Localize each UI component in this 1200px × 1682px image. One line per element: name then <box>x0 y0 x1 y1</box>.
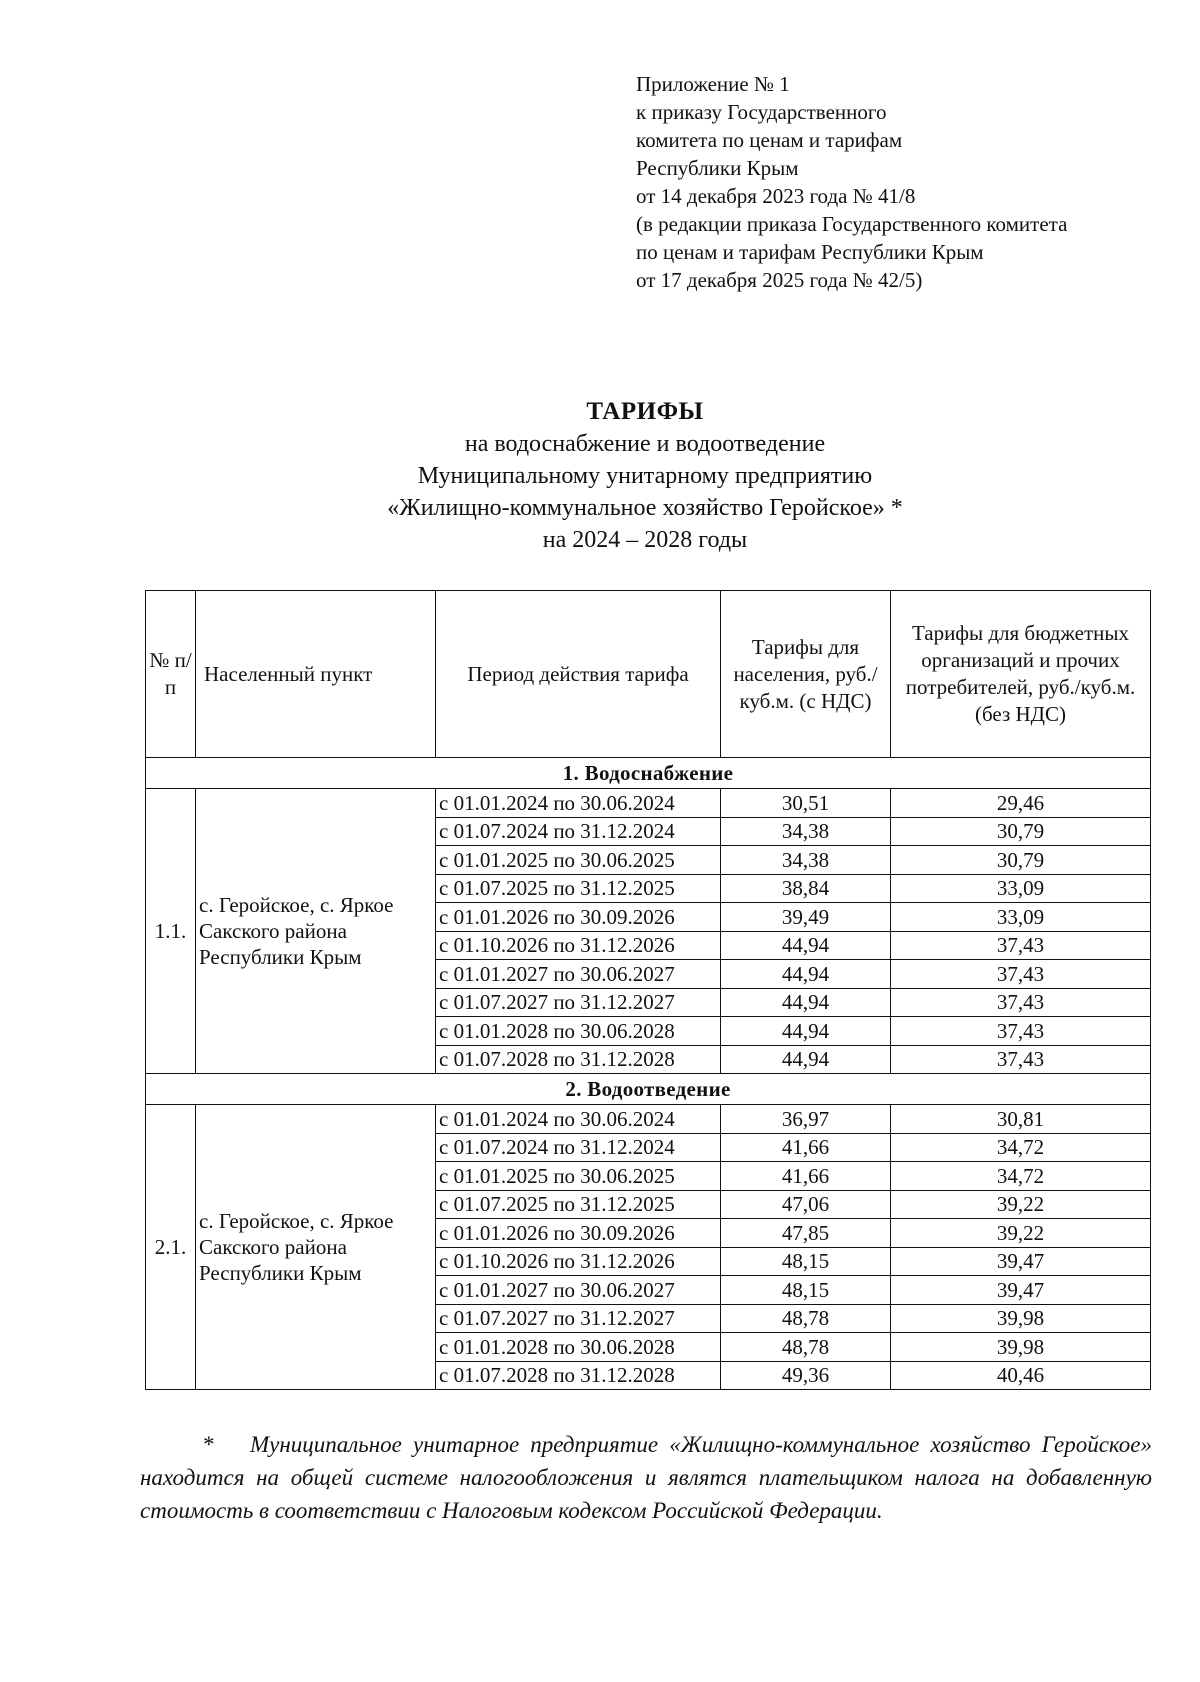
period-cell: с 01.07.2024 по 31.12.2024 <box>436 817 721 846</box>
period-cell: с 01.07.2028 по 31.12.2028 <box>436 1361 721 1390</box>
table-body <box>146 758 1151 1390</box>
budget-tariff-cell: 39,22 <box>891 1190 1151 1219</box>
population-tariff-cell: 41,66 <box>721 1162 891 1191</box>
budget-tariff-cell: 30,79 <box>891 846 1151 875</box>
appendix-line: Приложение № 1 <box>636 72 790 96</box>
period-cell: с 01.07.2028 по 31.12.2028 <box>436 1045 721 1074</box>
population-tariff-cell: 34,38 <box>721 846 891 875</box>
budget-tariff-cell: 39,98 <box>891 1304 1151 1333</box>
population-tariff-cell: 44,94 <box>721 960 891 989</box>
period-cell: с 01.01.2025 по 30.06.2025 <box>436 1162 721 1191</box>
budget-tariff-cell: 37,43 <box>891 988 1151 1017</box>
budget-tariff-cell: 29,46 <box>891 789 1151 818</box>
period-cell: с 01.01.2024 по 30.06.2024 <box>436 789 721 818</box>
population-tariff-cell: 47,85 <box>721 1219 891 1248</box>
period-cell: с 01.07.2024 по 31.12.2024 <box>436 1133 721 1162</box>
title-line: Муниципальному унитарному предприятию <box>417 463 873 489</box>
footnote-text: Муниципальное унитарное предприятие «Жилищно-коммунальное хозяйство Геройское» находится на общей системе налогообложения и являтся плательщиком налога на добавленную стоимость в соответствии с Налоговым кодексом Российской Федерации. <box>140 1432 1152 1523</box>
header-place: Населенный пункт <box>196 591 436 758</box>
budget-tariff-cell: 37,43 <box>891 1045 1151 1074</box>
population-tariff-cell: 48,15 <box>721 1276 891 1305</box>
header-num: № п/п <box>146 591 196 758</box>
header-population-tariff: Тарифы для населения, руб./куб.м. (с НДС) <box>721 591 891 758</box>
budget-tariff-cell: 37,43 <box>891 931 1151 960</box>
appendix-line: Республики Крым <box>636 156 799 180</box>
population-tariff-cell: 48,78 <box>721 1304 891 1333</box>
population-tariff-cell: 49,36 <box>721 1361 891 1390</box>
appendix-line: к приказу Государственного <box>636 100 887 124</box>
title-line: «Жилищно-коммунальное хозяйство Геройское» * <box>387 495 903 521</box>
appendix-line: (в редакции приказа Государственного комитета <box>636 212 1068 236</box>
place-cell: с. Геройское, с. Яркое Сакского района Республики Крым <box>196 1105 436 1390</box>
budget-tariff-cell: 30,79 <box>891 817 1151 846</box>
population-tariff-cell: 41,66 <box>721 1133 891 1162</box>
page-title: ТАРИФЫ <box>586 398 704 425</box>
period-cell: с 01.07.2027 по 31.12.2027 <box>436 988 721 1017</box>
appendix-line: комитета по ценам и тарифам <box>636 128 903 152</box>
period-cell: с 01.01.2028 по 30.06.2028 <box>436 1017 721 1046</box>
population-tariff-cell: 44,94 <box>721 1045 891 1074</box>
budget-tariff-cell: 39,47 <box>891 1276 1151 1305</box>
row-number-cell: 1.1. <box>146 789 196 1074</box>
header-period: Период действия тарифа <box>436 591 721 758</box>
budget-tariff-cell: 30,81 <box>891 1105 1151 1134</box>
period-cell: с 01.01.2025 по 30.06.2025 <box>436 846 721 875</box>
table-header-row <box>146 591 1151 758</box>
budget-tariff-cell: 34,72 <box>891 1133 1151 1162</box>
row-number-cell: 2.1. <box>146 1105 196 1390</box>
population-tariff-cell: 44,94 <box>721 1017 891 1046</box>
budget-tariff-cell: 40,46 <box>891 1361 1151 1390</box>
period-cell: с 01.01.2024 по 30.06.2024 <box>436 1105 721 1134</box>
period-cell: с 01.10.2026 по 31.12.2026 <box>436 1247 721 1276</box>
appendix-line: по ценам и тарифам Республики Крым <box>636 240 984 264</box>
section-title: 2. Водоотведение <box>146 1074 1151 1105</box>
population-tariff-cell: 47,06 <box>721 1190 891 1219</box>
period-cell: с 01.01.2027 по 30.06.2027 <box>436 1276 721 1305</box>
period-cell: с 01.07.2025 по 31.12.2025 <box>436 874 721 903</box>
population-tariff-cell: 44,94 <box>721 988 891 1017</box>
population-tariff-cell: 48,78 <box>721 1333 891 1362</box>
budget-tariff-cell: 33,09 <box>891 874 1151 903</box>
budget-tariff-cell: 39,47 <box>891 1247 1151 1276</box>
title-line: на водоснабжение и водоотведение <box>464 431 826 457</box>
appendix-header <box>636 70 1156 294</box>
tariffs-table <box>145 590 1151 1390</box>
budget-tariff-cell: 39,22 <box>891 1219 1151 1248</box>
period-cell: с 01.07.2025 по 31.12.2025 <box>436 1190 721 1219</box>
period-cell: с 01.01.2026 по 30.09.2026 <box>436 903 721 932</box>
period-cell: с 01.07.2027 по 31.12.2027 <box>436 1304 721 1333</box>
section-title: 1. Водоснабжение <box>146 758 1151 789</box>
population-tariff-cell: 38,84 <box>721 874 891 903</box>
period-cell: с 01.01.2028 по 30.06.2028 <box>436 1333 721 1362</box>
footnote-star: * <box>202 1432 214 1457</box>
period-cell: с 01.01.2026 по 30.09.2026 <box>436 1219 721 1248</box>
place-cell: с. Геройское, с. Яркое Сакского района Республики Крым <box>196 789 436 1074</box>
table-row <box>146 1105 1151 1134</box>
population-tariff-cell: 44,94 <box>721 931 891 960</box>
population-tariff-cell: 36,97 <box>721 1105 891 1134</box>
footnote <box>140 1428 1152 1527</box>
population-tariff-cell: 39,49 <box>721 903 891 932</box>
budget-tariff-cell: 34,72 <box>891 1162 1151 1191</box>
budget-tariff-cell: 39,98 <box>891 1333 1151 1362</box>
population-tariff-cell: 30,51 <box>721 789 891 818</box>
period-cell: с 01.10.2026 по 31.12.2026 <box>436 931 721 960</box>
section-header-row <box>146 1074 1151 1105</box>
budget-tariff-cell: 33,09 <box>891 903 1151 932</box>
header-budget-tariff: Тарифы для бюджетных организаций и прочих потребителей, руб./куб.м. (без НДС) <box>891 591 1151 758</box>
population-tariff-cell: 48,15 <box>721 1247 891 1276</box>
table-row <box>146 789 1151 818</box>
appendix-line: от 17 декабря 2025 года № 42/5) <box>636 268 923 292</box>
appendix-line: от 14 декабря 2023 года № 41/8 <box>636 184 916 208</box>
budget-tariff-cell: 37,43 <box>891 1017 1151 1046</box>
period-cell: с 01.01.2027 по 30.06.2027 <box>436 960 721 989</box>
section-header-row <box>146 758 1151 789</box>
population-tariff-cell: 34,38 <box>721 817 891 846</box>
budget-tariff-cell: 37,43 <box>891 960 1151 989</box>
title-line: на 2024 – 2028 годы <box>542 527 748 553</box>
document-title <box>0 396 1200 556</box>
